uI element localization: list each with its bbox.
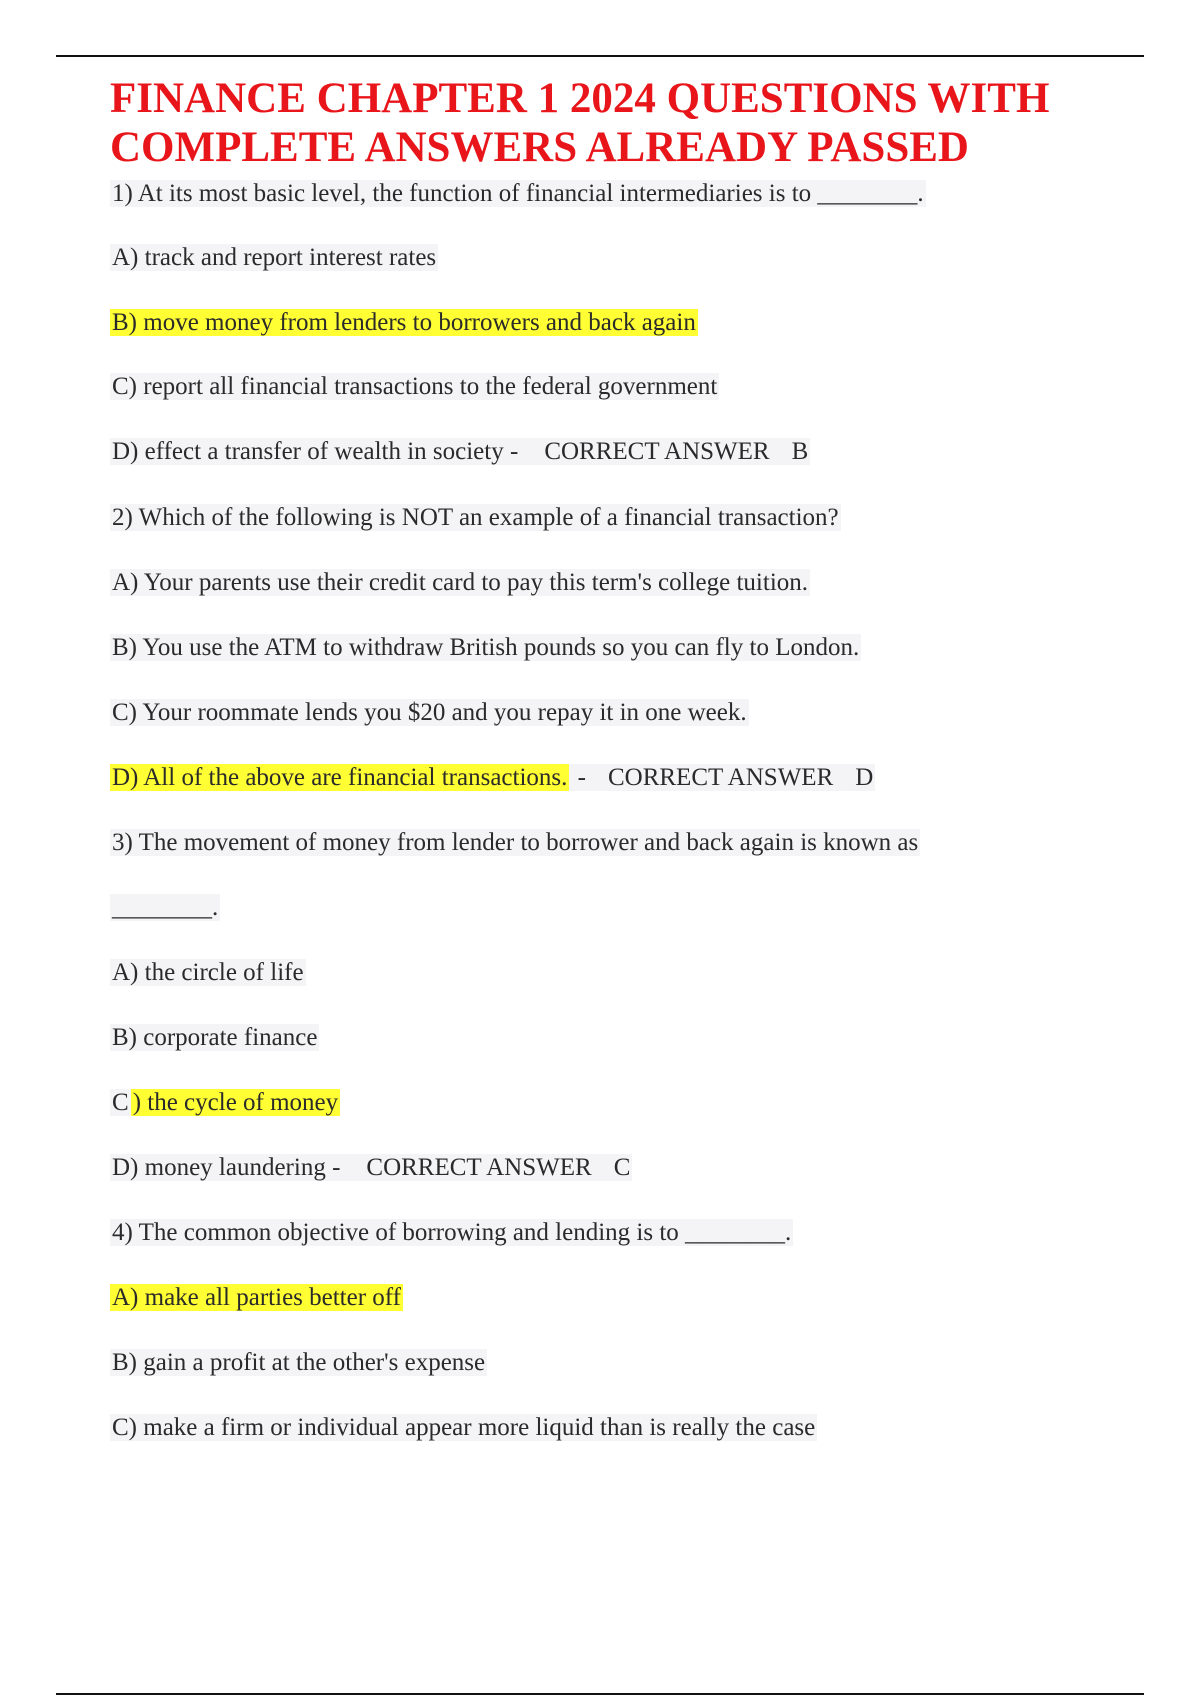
q3-option-d: D) money laundering - CORRECT ANSWER C bbox=[112, 1154, 631, 1181]
top-rule bbox=[56, 55, 1144, 57]
q1-option-d: D) effect a transfer of wealth in society - CORRECT ANSWER B bbox=[112, 438, 809, 465]
q1-option-b bbox=[110, 306, 698, 340]
question-4: 4) The common objective of borrowing and lending is to ________. bbox=[112, 1219, 792, 1246]
q2-option-a: A) Your parents use their credit card to pay this term's college tuition. bbox=[112, 569, 809, 596]
q1-option-c: C) report all financial transactions to the federal government bbox=[112, 373, 718, 400]
correct-answer-letter: C bbox=[613, 1154, 631, 1181]
document-title bbox=[110, 74, 1110, 172]
q4-option-c: C) make a firm or individual appear more liquid than is really the case bbox=[112, 1414, 816, 1441]
question-3: 3) The movement of money from lender to borrower and back again is known as bbox=[112, 829, 919, 856]
q4-option-b: B) gain a profit at the other's expense bbox=[112, 1349, 486, 1376]
q2-option-b: B) You use the ATM to withdraw British pounds so you can fly to London. bbox=[112, 634, 860, 661]
correct-answer-label: CORRECT ANSWER bbox=[607, 764, 834, 791]
highlighted-answer: A) make all parties better off bbox=[112, 1284, 402, 1311]
q2-option-c: C) Your roommate lends you $20 and you repay it in one week. bbox=[112, 699, 747, 726]
question-1: 1) At its most basic level, the function of financial intermediaries is to ________. bbox=[112, 180, 924, 207]
q3-option-b: B) corporate finance bbox=[112, 1024, 318, 1051]
bottom-rule bbox=[56, 1693, 1144, 1695]
question-2: 2) Which of the following is NOT an example of a financial transaction? bbox=[112, 504, 839, 531]
highlighted-answer: B) move money from lenders to borrowers and back again bbox=[112, 309, 696, 336]
correct-answer-letter: D bbox=[855, 764, 874, 791]
q2-option-d: D) All of the above are financial transactions. - CORRECT ANSWER D bbox=[112, 764, 874, 791]
q4-option-a bbox=[110, 1281, 403, 1315]
highlighted-answer: ) the cycle of money bbox=[132, 1089, 339, 1116]
q3-option-c: C ) the cycle of money bbox=[112, 1089, 339, 1116]
correct-answer-label: CORRECT ANSWER bbox=[366, 1154, 592, 1181]
highlighted-answer: D) All of the above are financial transactions. bbox=[112, 764, 568, 791]
title-line-2: COMPLETE ANSWERS ALREADY PASSED bbox=[110, 124, 969, 171]
q3-option-a: A) the circle of life bbox=[112, 959, 304, 986]
correct-answer-label: CORRECT ANSWER bbox=[544, 438, 770, 465]
correct-answer-letter: B bbox=[791, 438, 809, 465]
q1-option-a: A) track and report interest rates bbox=[112, 244, 437, 271]
title-line-1: FINANCE CHAPTER 1 2024 QUESTIONS WITH bbox=[110, 75, 1050, 122]
question-3-continued: ________. bbox=[112, 894, 219, 921]
